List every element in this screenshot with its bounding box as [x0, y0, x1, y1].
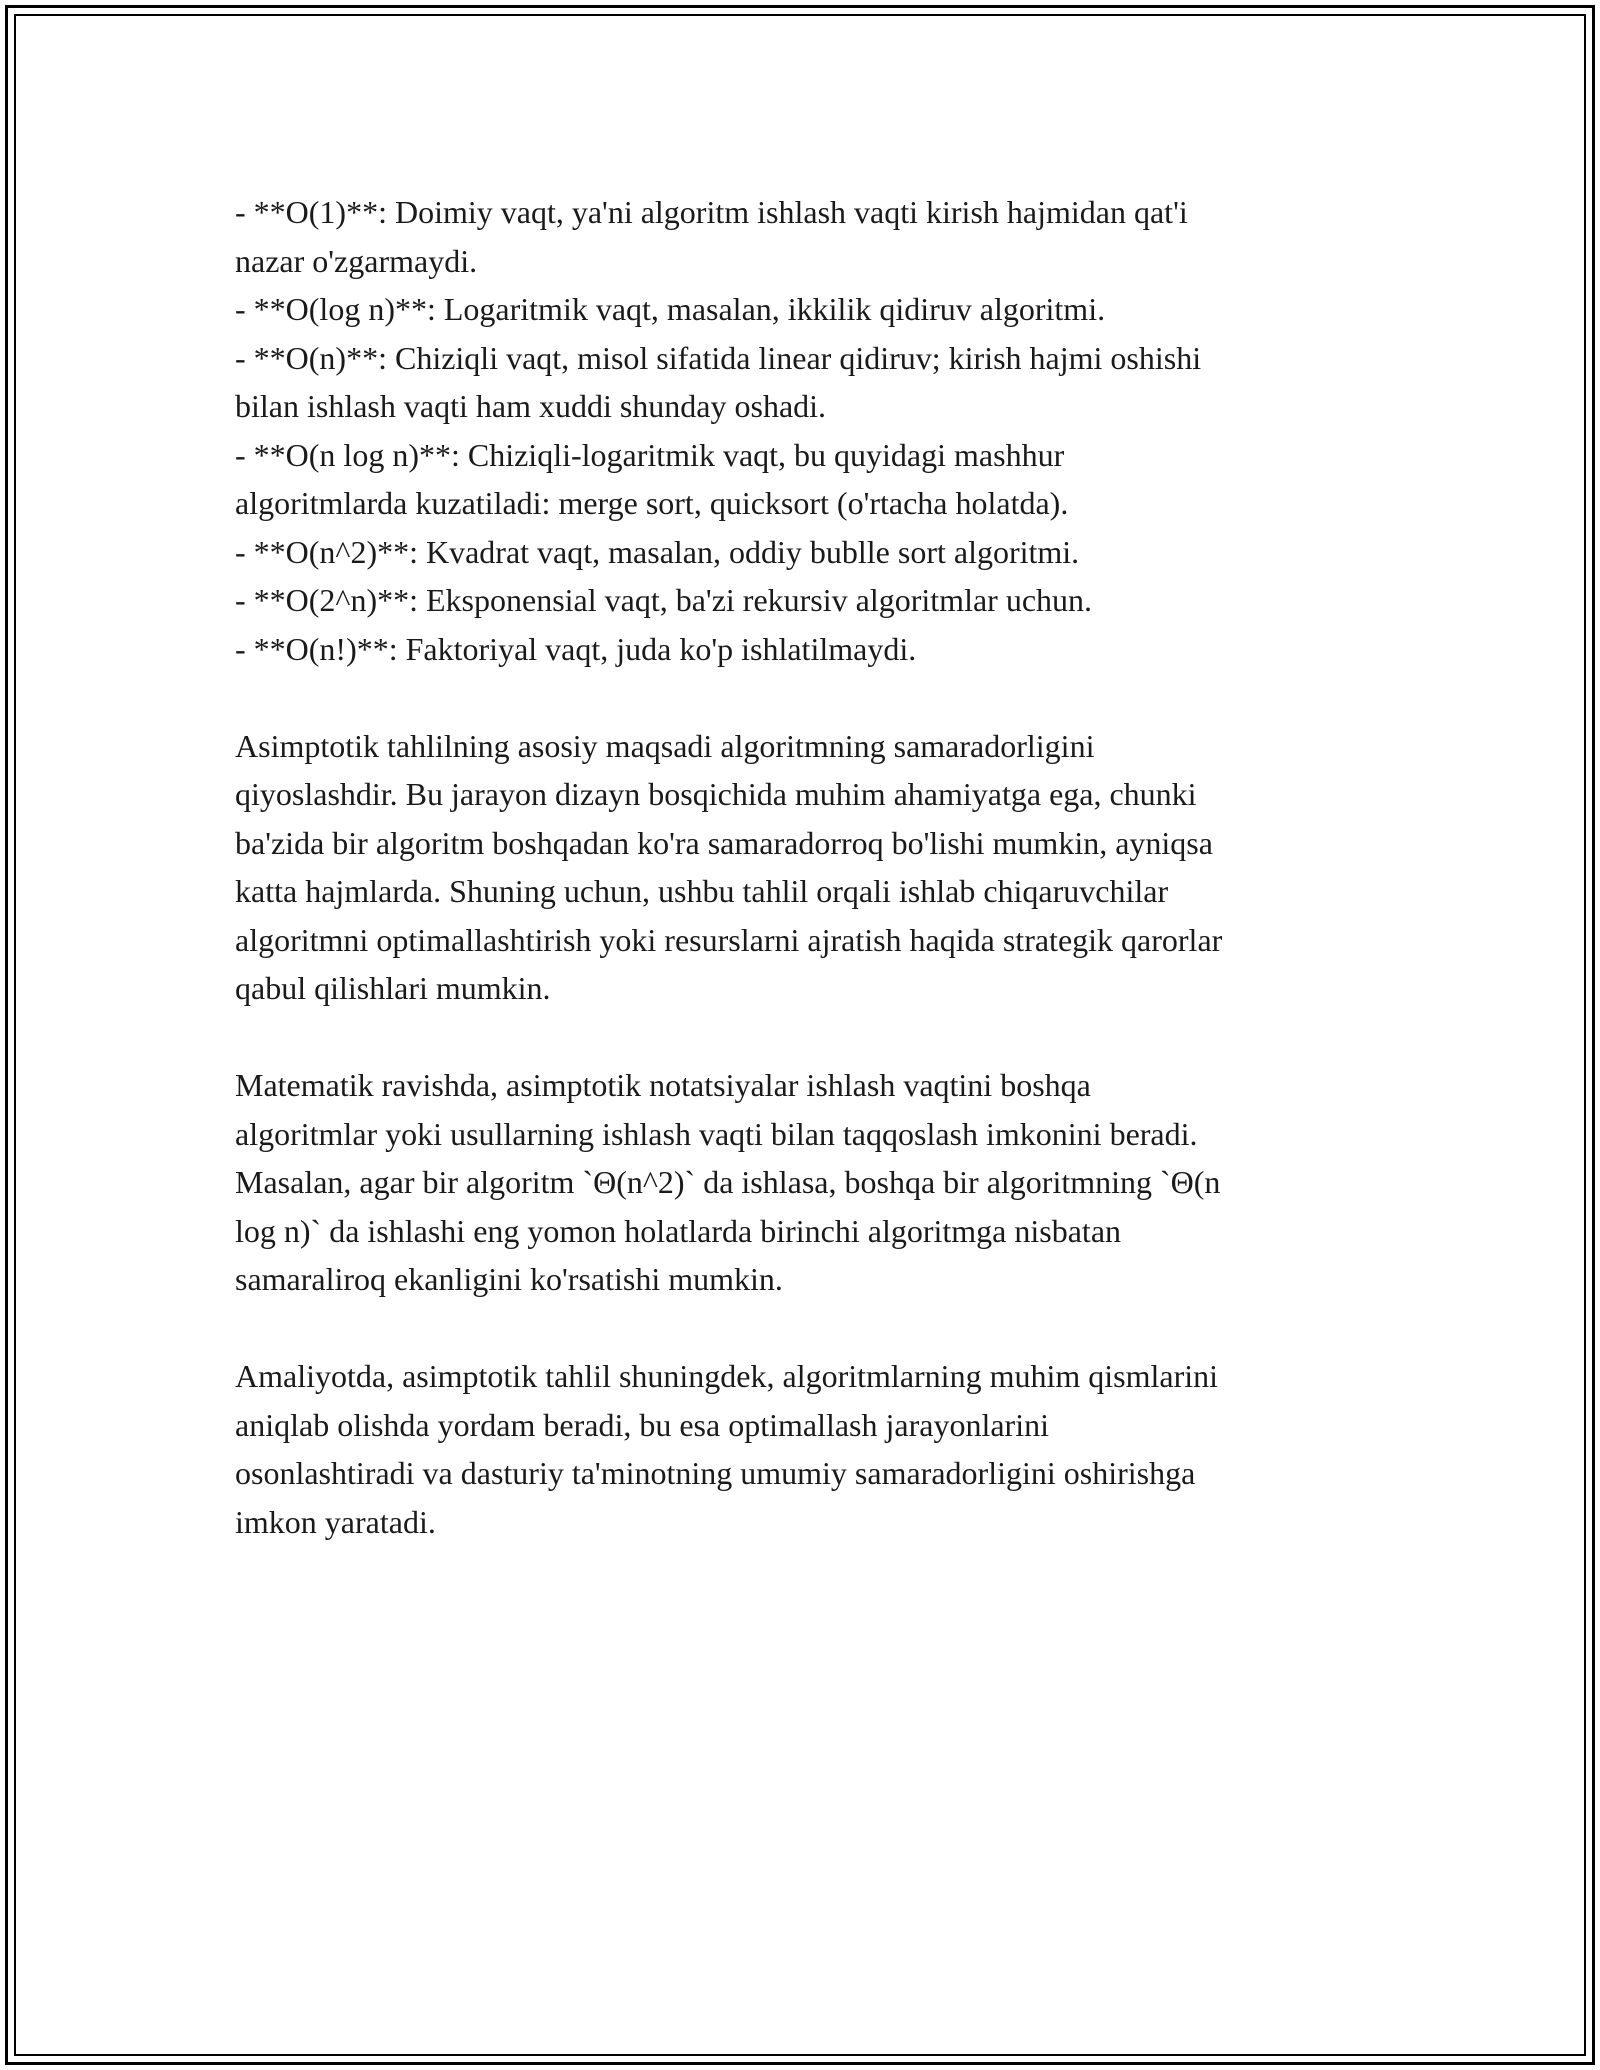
paragraph-1-line-4: katta hajmlarda. Shuning uchun, ushbu tahlil orqali ishlab chiqaruvchilar	[235, 873, 1169, 909]
paragraph-2-line-5: samaraliroq ekanligini ko'rsatishi mumkin.	[235, 1261, 783, 1297]
list-item-on-line-1: - **O(n)**: Chiziqli vaqt, misol sifatida linear qidiruv; kirish hajmi oshishi	[235, 339, 1202, 376]
paragraph-3-line-2: aniqlab olishda yordam beradi, bu esa optimallash jarayonlarini	[235, 1406, 1049, 1443]
complexity-list	[235, 188, 1375, 673]
paragraph-2-line-2: algoritmlar yoki usullarning ishlash vaqti bilan taqqoslash imkonini beradi.	[235, 1115, 1198, 1152]
paragraph-1-line-5: algoritmni optimallashtirish yoki resurslarni ajratish haqida strategik qarorlar	[235, 921, 1223, 958]
list-item-on2: - **O(n^2)**: Kvadrat vaqt, masalan, oddiy bublle sort algoritmi.	[235, 533, 1080, 570]
list-item-onlogn-line-2: algoritmlarda kuzatiladi: merge sort, quicksort (o'rtacha holatda).	[235, 485, 1069, 521]
list-item-ologn: - **O(log n)**: Logaritmik vaqt, masalan, ikkilik qidiruv algoritmi.	[235, 291, 1106, 327]
paragraph-3	[235, 1352, 1375, 1546]
paragraph-2-line-4: log n)` da ishlashi eng yomon holatlarda birinchi algoritmga nisbatan	[235, 1212, 1122, 1249]
list-item-o2n: - **O(2^n)**: Eksponensial vaqt, ba'zi rekursiv algoritmlar uchun.	[235, 582, 1093, 618]
paragraph-gap	[235, 1304, 1375, 1353]
paragraph-gap	[235, 1013, 1375, 1062]
document-body	[235, 188, 1375, 1546]
paragraph-3-line-4: imkon yaratadi.	[235, 1503, 436, 1540]
list-item-o1-line-2: nazar o'zgarmaydi.	[235, 242, 478, 279]
paragraph-1-line-2: qiyoslashdir. Bu jarayon dizayn bosqichida muhim ahamiyatga ega, chunki	[235, 776, 1197, 812]
paragraph-2-line-3: Masalan, agar bir algoritm `Θ(n^2)` da ishlasa, boshqa bir algoritmning `Θ(n	[235, 1164, 1221, 1200]
paragraph-1-line-3: ba'zida bir algoritm boshqadan ko'ra samaradorroq bo'lishi mumkin, ayniqsa	[235, 824, 1213, 861]
paragraph-2-line-1: Matematik ravishda, asimptotik notatsiyalar ishlash vaqtini boshqa	[235, 1067, 1091, 1103]
paragraph-1	[235, 722, 1375, 1013]
list-item-o1-line-1: - **O(1)**: Doimiy vaqt, ya'ni algoritm ishlash vaqti kirish hajmidan qat'i	[235, 194, 1188, 230]
paragraph-gap	[235, 673, 1375, 722]
list-item-onlogn-line-1: - **O(n log n)**: Chiziqli-logaritmik vaqt, bu quyidagi mashhur	[235, 436, 1065, 473]
paragraph-1-line-6: qabul qilishlari mumkin.	[235, 970, 551, 1006]
paragraph-3-line-1: Amaliyotda, asimptotik tahlil shuningdek, algoritmlarning muhim qismlarini	[235, 1358, 1218, 1394]
paragraph-1-line-1: Asimptotik tahlilning asosiy maqsadi algoritmning samaradorligini	[235, 727, 1095, 764]
paragraph-3-line-3: osonlashtiradi va dasturiy ta'minotning umumiy samaradorligini oshirishga	[235, 1455, 1196, 1491]
list-item-onfact: - **O(n!)**: Faktoriyal vaqt, juda ko'p ishlatilmaydi.	[235, 630, 917, 667]
paragraph-2	[235, 1061, 1375, 1304]
list-item-on-line-2: bilan ishlash vaqti ham xuddi shunday oshadi.	[235, 388, 827, 424]
